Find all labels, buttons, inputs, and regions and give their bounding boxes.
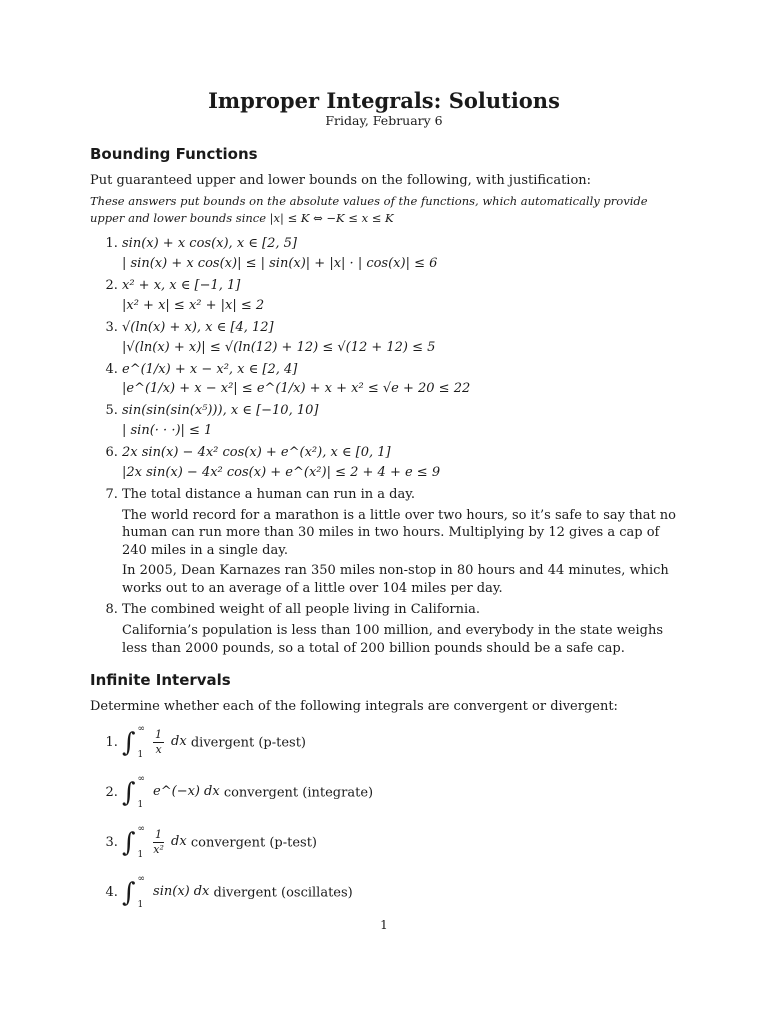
integral-expression (122, 824, 187, 862)
integrand: e^(−x) (153, 784, 201, 800)
lower-limit: 1 (137, 850, 144, 861)
page-title: Improper Integrals: Solutions (208, 88, 560, 113)
answer-text: divergent (p-test) (190, 735, 306, 751)
solution-text: |√(ln(x) + x)| ≤ √(ln(12) + 12) ≤ √(12 + 12) ≤ 5 (122, 339, 436, 355)
problem-text: 3. √(ln(x) + x), x ∈ [4, 12] (122, 319, 274, 335)
list-item (122, 824, 678, 862)
lower-limit: 1 (137, 800, 144, 811)
integral-sign: 3. ∫ (122, 827, 136, 858)
problem-text: 4. e^(1/x) + x − x², x ∈ [2, 4] (122, 361, 298, 377)
integral-limits (138, 774, 146, 812)
section-heading-bounding: Bounding Functions (90, 145, 258, 164)
solution-text: The world record for a marathon is a little over two hours, so it’s safe to say that no human can run more than 30 miles in two hours. Multiplying by 12 gives a cap of 240 miles in a single day. (122, 507, 676, 558)
differential: dx (171, 734, 187, 750)
differential: dx (171, 834, 187, 850)
list-item (122, 362, 678, 399)
upper-limit: ∞ (137, 873, 146, 884)
infinite-intro: Determine whether each of the following integrals are convergent or divergent: (90, 698, 618, 714)
page-date: Friday, February 6 (325, 113, 443, 129)
bounding-intro: Put guaranteed upper and lower bounds on the following, with justification: (90, 172, 592, 188)
problem-text: 5. sin(sin(sin(x⁵))), x ∈ [−10, 10] (122, 403, 319, 419)
upper-limit: ∞ (137, 723, 146, 734)
integral-limits (138, 724, 146, 762)
solution-text: |e^(1/x) + x − x²| ≤ e^(1/x) + x + x² ≤ √e + 20 ≤ 22 (122, 381, 471, 397)
denominator: x (155, 743, 162, 757)
list-item (122, 874, 678, 912)
page-number: 1 (380, 918, 388, 932)
integrand: sin(x) (153, 884, 190, 900)
integral-sign: 4. ∫ (122, 877, 136, 908)
integral-sign: 2. ∫ (122, 777, 136, 808)
list-item (122, 487, 678, 598)
solution-text: | sin(· · ·)| ≤ 1 (122, 423, 213, 439)
list-item (122, 403, 678, 440)
differential: dx (193, 884, 210, 900)
list-item (122, 602, 678, 657)
list-item (122, 320, 678, 357)
bounding-list (90, 236, 678, 657)
fraction (153, 728, 164, 758)
fraction (153, 828, 164, 858)
bounding-functions-section (90, 145, 678, 657)
problem-text: 1. sin(x) + x cos(x), x ∈ [2, 5] (122, 236, 297, 252)
denominator: x² (153, 843, 164, 857)
numerator: 1 (153, 728, 164, 743)
list-item (122, 724, 678, 762)
solution-text: |2x sin(x) − 4x² cos(x) + e^(x²)| ≤ 2 + 4 + e ≤ 9 (122, 464, 441, 480)
list-item (122, 278, 678, 315)
problem-text: 7. The total distance a human can run in a day. (122, 486, 415, 502)
lower-limit: 1 (137, 750, 144, 761)
list-item (122, 774, 678, 812)
integral-list (90, 724, 678, 912)
solution-text: |x² + x| ≤ x² + |x| ≤ 2 (122, 297, 265, 313)
answer-text: convergent (p-test) (190, 835, 317, 851)
solution-text: | sin(x) + x cos(x)| ≤ | sin(x)| + |x| · | cos(x)| ≤ 6 (122, 256, 438, 272)
integral-sign: 1. ∫ (122, 727, 136, 758)
integral-expression (122, 774, 220, 812)
lower-limit: 1 (137, 900, 144, 911)
upper-limit: ∞ (137, 773, 146, 784)
problem-text: 6. 2x sin(x) − 4x² cos(x) + e^(x²), x ∈ [0, 1] (122, 445, 391, 461)
solution-text: California’s population is less than 100 million, and everybody in the state weighs less than 2000 pounds, so a total of 200 billion pounds should be a safe cap. (122, 623, 663, 656)
list-item (122, 445, 678, 482)
integral-expression (122, 874, 209, 912)
section-heading-infinite: Infinite Intervals (90, 671, 231, 690)
integral-expression (122, 724, 187, 762)
document-page (90, 88, 678, 924)
numerator: 1 (153, 828, 164, 843)
list-item (122, 236, 678, 273)
bounding-note: These answers put bounds on the absolute values of the functions, which automatically provide upper and lower bounds since |x| ≤ K ⇔ −K ≤ x ≤ K (90, 193, 648, 225)
infinite-intervals-section (90, 671, 678, 911)
problem-text: 2. x² + x, x ∈ [−1, 1] (122, 277, 241, 293)
problem-text: 8. The combined weight of all people living in California. (122, 602, 481, 618)
solution-text-extra: In 2005, Dean Karnazes ran 350 miles non-stop in 80 hours and 44 minutes, which works out to an average of a little over 104 miles per day. (122, 563, 669, 596)
integral-limits (138, 824, 146, 862)
differential: dx (204, 784, 220, 800)
answer-text: convergent (integrate) (223, 785, 374, 801)
answer-text: divergent (oscillates) (213, 885, 353, 901)
upper-limit: ∞ (137, 823, 146, 834)
integral-limits (138, 874, 146, 912)
